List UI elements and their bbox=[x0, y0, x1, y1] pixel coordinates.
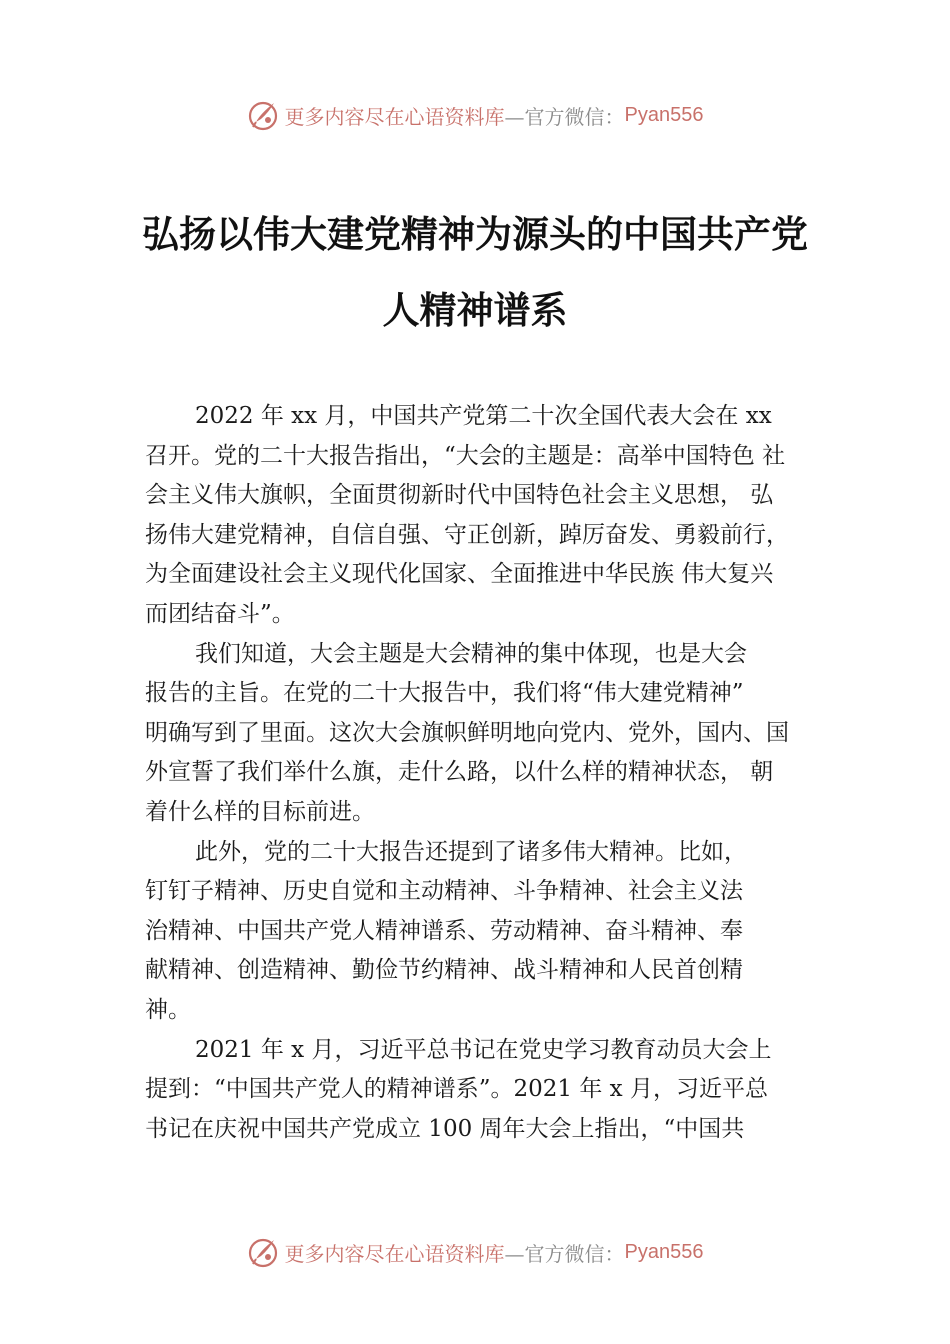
text-line: 召开。党的二十大报告指出，“大会的主题是：高举中国特色 社 bbox=[145, 442, 786, 469]
paragraph bbox=[145, 1031, 845, 1150]
text-line: 会主义伟大旗帜，全面贯彻新时代中国特色社会主义思想， 弘 bbox=[145, 482, 774, 509]
paragraph bbox=[145, 635, 845, 833]
paragraph bbox=[145, 397, 845, 635]
banner-wechat-label: —官方微信： bbox=[504, 1241, 625, 1266]
text-line: 提到：“中国共产党人的精神谱系”。2021 年 x 月，习近平总 bbox=[145, 1076, 768, 1103]
banner-wechat-label: —官方微信： bbox=[504, 104, 625, 129]
text-line: 着什么样的目标前进。 bbox=[145, 798, 375, 825]
document-title-line-1: 弘扬以伟大建党精神为源头的中国共产党 bbox=[142, 212, 808, 256]
header-banner bbox=[0, 95, 950, 135]
text-line: 扬伟大建党精神，自信自强、守正创新，踔厉奋发、勇毅前行， bbox=[145, 521, 789, 548]
footer-banner bbox=[0, 1232, 950, 1272]
text-line: 外宣誓了我们举什么旗，走什么路，以什么样的精神状态， 朝 bbox=[145, 759, 774, 786]
paragraph bbox=[145, 833, 845, 1031]
text-line: 明确写到了里面。这次大会旗帜鲜明地向党内、党外，国内、国 bbox=[145, 719, 789, 746]
text-line: 我们知道，大会主题是大会精神的集中体现，也是大会 bbox=[195, 640, 747, 667]
text-line: 献精神、创造精神、勤俭节约精神、战斗精神和人民首创精 bbox=[145, 957, 743, 984]
document-body bbox=[145, 397, 845, 1149]
banner-wechat-id: Pyan556 bbox=[624, 1240, 704, 1263]
banner-wechat-id: Pyan556 bbox=[624, 103, 704, 126]
text-line: 书记在庆祝中国共产党成立 100 周年大会上指出，“中国共 bbox=[145, 1115, 745, 1142]
banner-text: 更多内容尽在心语资料库 bbox=[284, 104, 505, 129]
text-line: 2021 年 x 月，习近平总书记在党史学习教育动员大会上 bbox=[195, 1036, 772, 1063]
quill-seal-icon bbox=[247, 1235, 281, 1269]
text-line: 神。 bbox=[145, 996, 191, 1023]
document-title-line-2: 人精神谱系 bbox=[382, 288, 568, 332]
banner-text: 更多内容尽在心语资料库 bbox=[284, 1241, 505, 1266]
text-line: 而团结奋斗”。 bbox=[145, 600, 295, 627]
text-line: 为全面建设社会主义现代化国家、全面推进中华民族 伟大复兴 bbox=[145, 561, 774, 588]
quill-seal-icon bbox=[247, 98, 281, 132]
text-line: 钉钉子精神、历史自觉和主动精神、斗争精神、社会主义法 bbox=[145, 878, 743, 905]
text-line: 2022 年 xx 月，中国共产党第二十次全国代表大会在 xx bbox=[195, 403, 772, 429]
text-line: 此外，党的二十大报告还提到了诸多伟大精神。比如， bbox=[195, 838, 747, 865]
text-line: 报告的主旨。在党的二十大报告中，我们将“伟大建党精神” bbox=[145, 680, 744, 707]
text-line: 治精神、中国共产党人精神谱系、劳动精神、奋斗精神、奉 bbox=[145, 917, 743, 944]
